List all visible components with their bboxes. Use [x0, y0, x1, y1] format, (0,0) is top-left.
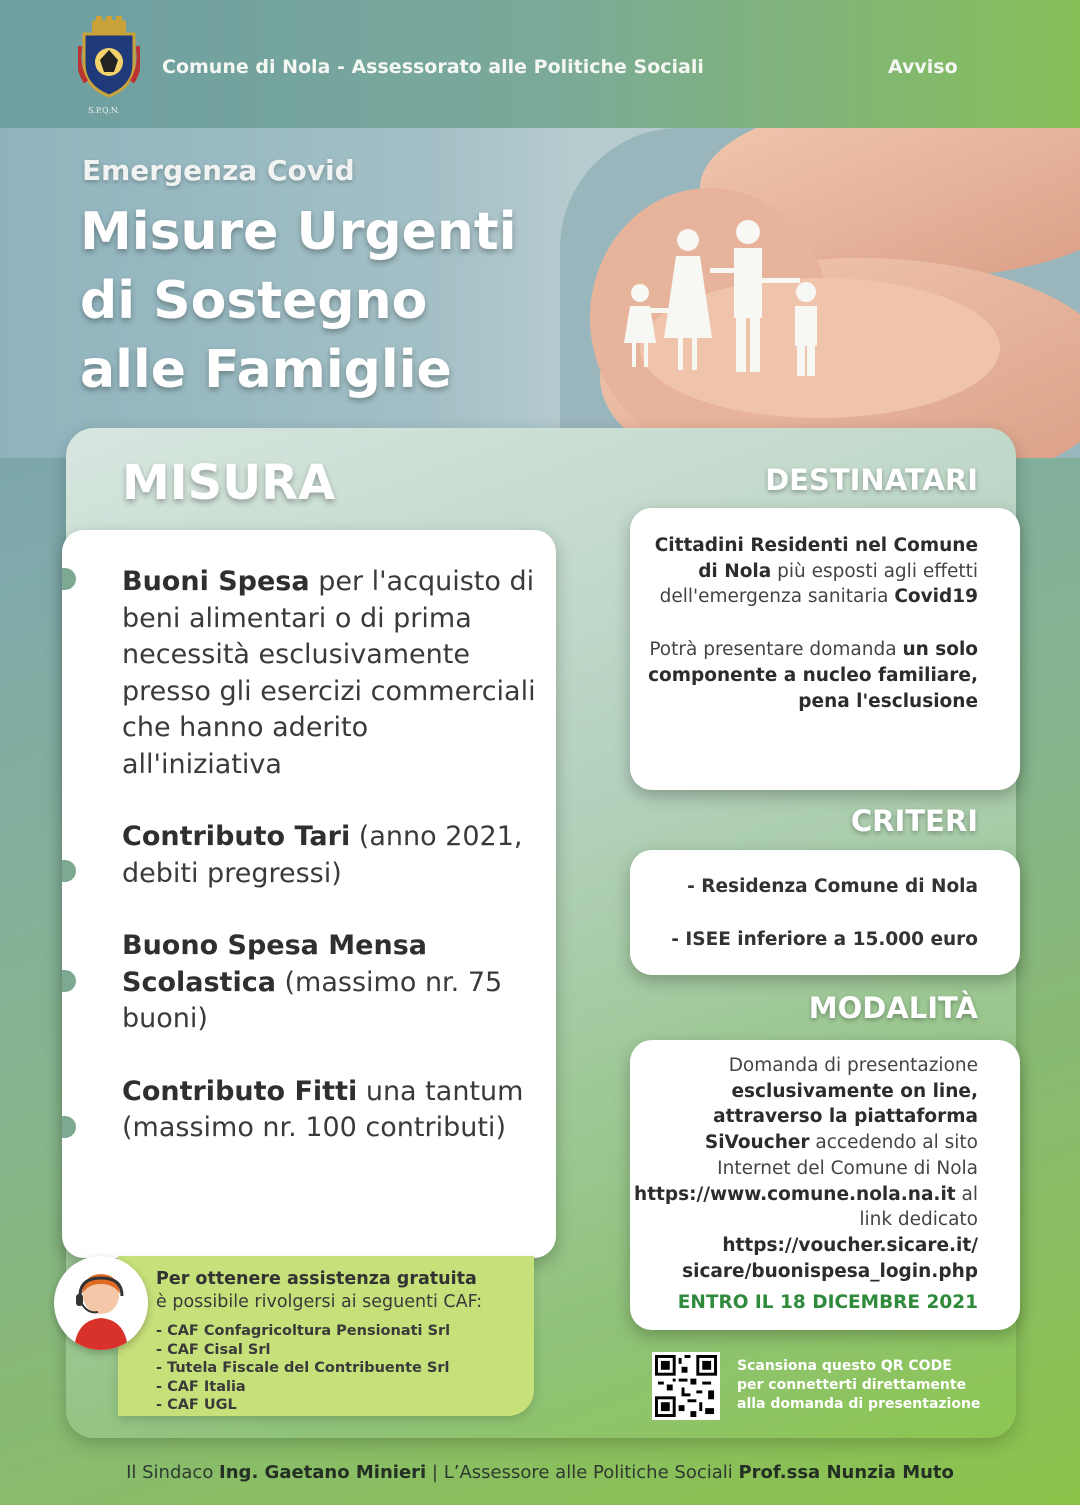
deadline-text: ENTRO IL 18 DICEMBRE 2021	[677, 1292, 978, 1314]
measure-item: Contributo Fitti una tantum (massimo nr. 100 contributi)	[122, 1075, 524, 1143]
crest-caption: S.P.Q.N.	[88, 106, 120, 115]
footer-signatures: Il Sindaco Ing. Gaetano Minieri | L’Assessore alle Politiche Sociali Prof.ssa Nunzia Muto	[126, 1462, 954, 1483]
notice-tag: Avviso	[888, 56, 958, 78]
destinatari-text: Cittadini Residenti nel Comune di Nola più esposti agli effetti dell'emergenza sanitaria Covid19	[654, 535, 978, 608]
caf-list	[156, 1322, 534, 1415]
criteria-item: - Residenza Comune di Nola	[687, 876, 978, 897]
misura-card	[62, 530, 556, 1258]
modalita-card	[630, 1040, 1020, 1330]
hands-family-illustration	[560, 128, 1080, 458]
hero-subtitle: Emergenza Covid	[82, 154, 355, 187]
criteri-card	[630, 850, 1020, 975]
criteri-heading: CRITERI	[850, 804, 978, 838]
hero-title-line: alle Famiglie	[80, 340, 452, 400]
organization-title: Comune di Nola - Assessorato alle Politiche Sociali	[162, 56, 704, 78]
qr-instructions: Scansiona questo QR CODE per connetterti direttamente alla domanda di presentazione	[737, 1358, 981, 1412]
caf-item: - CAF Cisal Srl	[156, 1341, 271, 1358]
qr-code[interactable]	[652, 1352, 720, 1420]
caf-item: - CAF Italia	[156, 1378, 246, 1395]
coat-of-arms-icon	[78, 16, 140, 100]
destinatari-card	[630, 508, 1020, 790]
voucher-login-link[interactable]: https://voucher.sicare.it/ sicare/buonispesa_login.php	[682, 1234, 978, 1282]
hero-title-line: di Sostegno	[80, 271, 428, 331]
hero-title	[80, 198, 540, 405]
modalita-text: Domanda di presentazione esclusivamente on line, attraverso la piattaforma SiVoucher accedendo al sito Internet del Comune di Nola https://www.comune.nola.na.it al link dedicato https://voucher.sicare.it/ sicare/buonispesa_login.php	[634, 1055, 978, 1282]
hero-title-line: Misure Urgenti	[80, 202, 517, 262]
destinatari-heading: DESTINATARI	[765, 463, 978, 497]
assistance-box	[118, 1256, 534, 1416]
comune-website-link[interactable]: https://www.comune.nola.na.it	[634, 1183, 956, 1205]
criteria-item: - ISEE inferiore a 15.000 euro	[671, 928, 978, 950]
measure-item: Buono Spesa Mensa Scolastica (massimo nr. 75 buoni)	[122, 930, 503, 1034]
caf-item: - CAF Confagricoltura Pensionati Srl	[156, 1323, 451, 1339]
caf-item: - CAF UGL	[156, 1397, 237, 1413]
caf-item: - Tutela Fiscale del Contribuente Srl	[156, 1360, 450, 1376]
measure-item: Contributo Tari (anno 2021, debiti pregressi)	[122, 821, 523, 889]
misura-heading: MISURA	[122, 455, 336, 511]
measure-item: Buoni Spesa per l'acquisto di beni alimentari o di prima necessità esclusivamente presso gli esercizi commerciali che hanno aderito all'iniziativa	[122, 566, 536, 780]
modalita-heading: MODALITÀ	[808, 991, 978, 1025]
assistance-header: Per ottenere assistenza gratuita è possibile rivolgersi ai seguenti CAF:	[156, 1269, 483, 1312]
operator-avatar-icon	[54, 1256, 148, 1350]
destinatari-condition: Potrà presentare domanda un solo componente a nucleo familiare, pena l'esclusione	[648, 639, 978, 712]
